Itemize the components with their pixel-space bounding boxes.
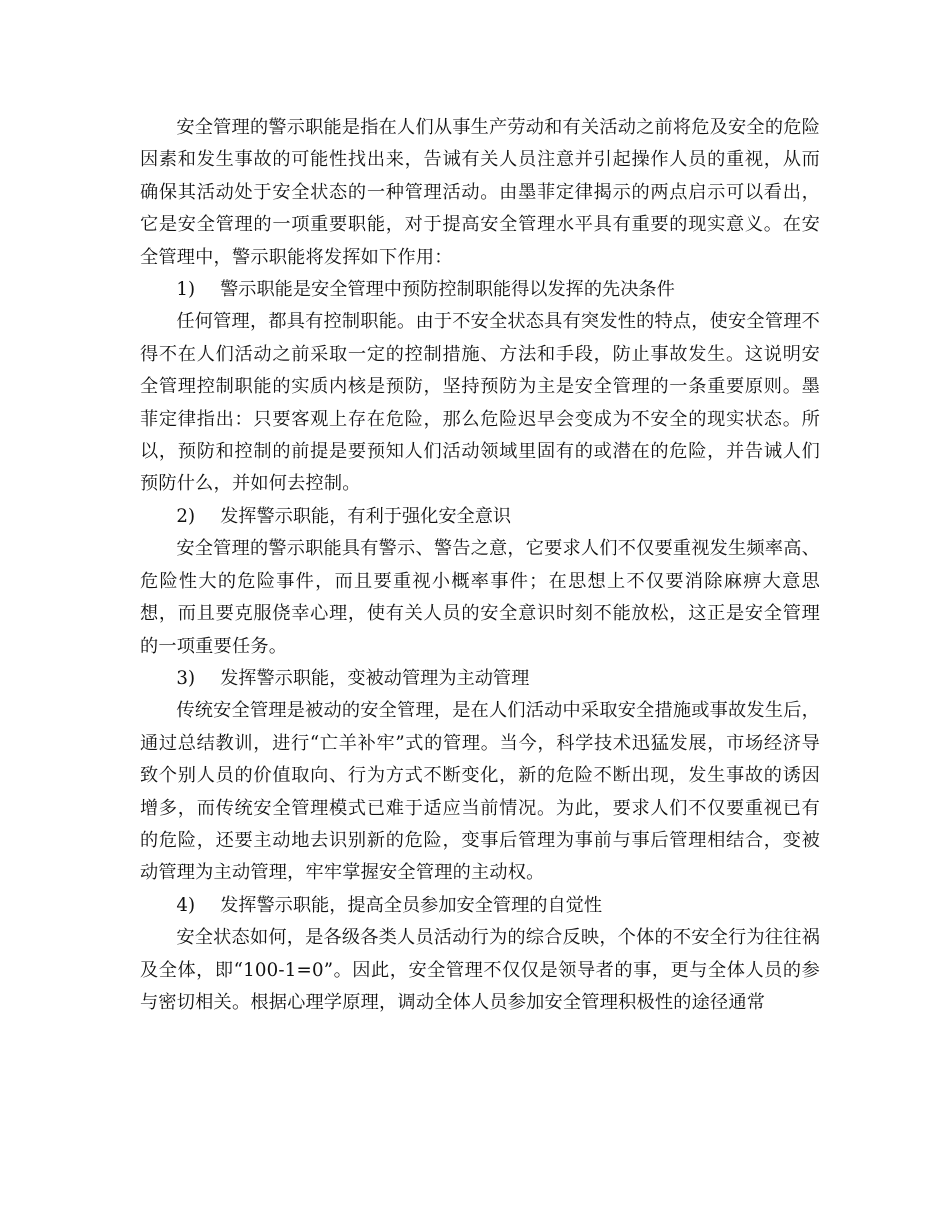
section-body-3: 传统安全管理是被动的安全管理，是在人们活动中采取安全措施或事故发生后，通过总结教训，进行“亡羊补牢”式的管理。当今，科学技术迅猛发展，市场经济导致个别人员的价值取向、行为方式不断变化，新的危险不断出现，发生事故的诱因增多，而传统安全管理模式已难于适应当前情况。为此，要求人们不仅要重视已有的危险，还要主动地去识别新的危险，变事后管理为事前与事后管理相结合，变被动管理为主动管理，牢牢掌握安全管理的主动权。 bbox=[140, 700, 820, 884]
section-body-2: 安全管理的警示职能具有警示、警告之意，它要求人们不仅要重视发生频率高、危险性大的危险事件，而且要重视小概率事件；在思想上不仅要消除麻痹大意思想，而且要克服侥幸心理，使有关人员的安全意识时刻不能放松，这正是安全管理的一项重要任务。 bbox=[140, 538, 820, 657]
section-heading-3 bbox=[140, 663, 820, 695]
section-number-2: 2) bbox=[176, 505, 196, 527]
section-body-1: 任何管理，都具有控制职能。由于不安全状态具有突发性的特点，使安全管理不得不在人们活动之前采取一定的控制措施、方法和手段，防止事故发生。这说明安全管理控制职能的实质内核是预防，坚持预防为主是安全管理的一条重要原则。墨菲定律指出：只要客观上存在危险，那么危险迟早会变成为不安全的现实状态。所以，预防和控制的前提是要预知人们活动领域里固有的或潜在的危险，并告诫人们预防什么，并如何去控制。 bbox=[140, 311, 820, 495]
section-number-1: 1) bbox=[176, 279, 196, 301]
section-body-4: 安全状态如何，是各级各类人员活动行为的综合反映，个体的不安全行为往往祸及全体，即“100-1=0”。因此，安全管理不仅仅是领导者的事，更与全体人员的参与密切相关。根据心理学原理，调动全体人员参加安全管理积极性的途径通常 bbox=[140, 927, 820, 1013]
section-heading-4 bbox=[140, 890, 820, 922]
section-number-3: 3) bbox=[176, 667, 196, 689]
intro-paragraph: 安全管理的警示职能是指在人们从事生产劳动和有关活动之前将危及安全的危险因素和发生事故的可能性找出来，告诫有关人员注意并引起操作人员的重视，从而确保其活动处于安全状态的一种管理活动。由墨菲定律揭示的两点启示可以看出，它是安全管理的一项重要职能，对于提高安全管理水平具有重要的现实意义。在安全管理中，警示职能将发挥如下作用： bbox=[140, 117, 820, 268]
section-heading-1 bbox=[140, 274, 820, 306]
document-body bbox=[140, 112, 820, 1019]
section-heading-2 bbox=[140, 501, 820, 533]
section-title-1: 警示职能是安全管理中预防控制职能得以发挥的先决条件 bbox=[220, 279, 675, 301]
section-title-3: 发挥警示职能，变被动管理为主动管理 bbox=[220, 667, 530, 689]
section-title-4: 发挥警示职能，提高全员参加安全管理的自觉性 bbox=[220, 894, 603, 916]
section-number-4: 4) bbox=[176, 894, 196, 916]
section-title-2: 发挥警示职能，有利于强化安全意识 bbox=[220, 505, 512, 527]
